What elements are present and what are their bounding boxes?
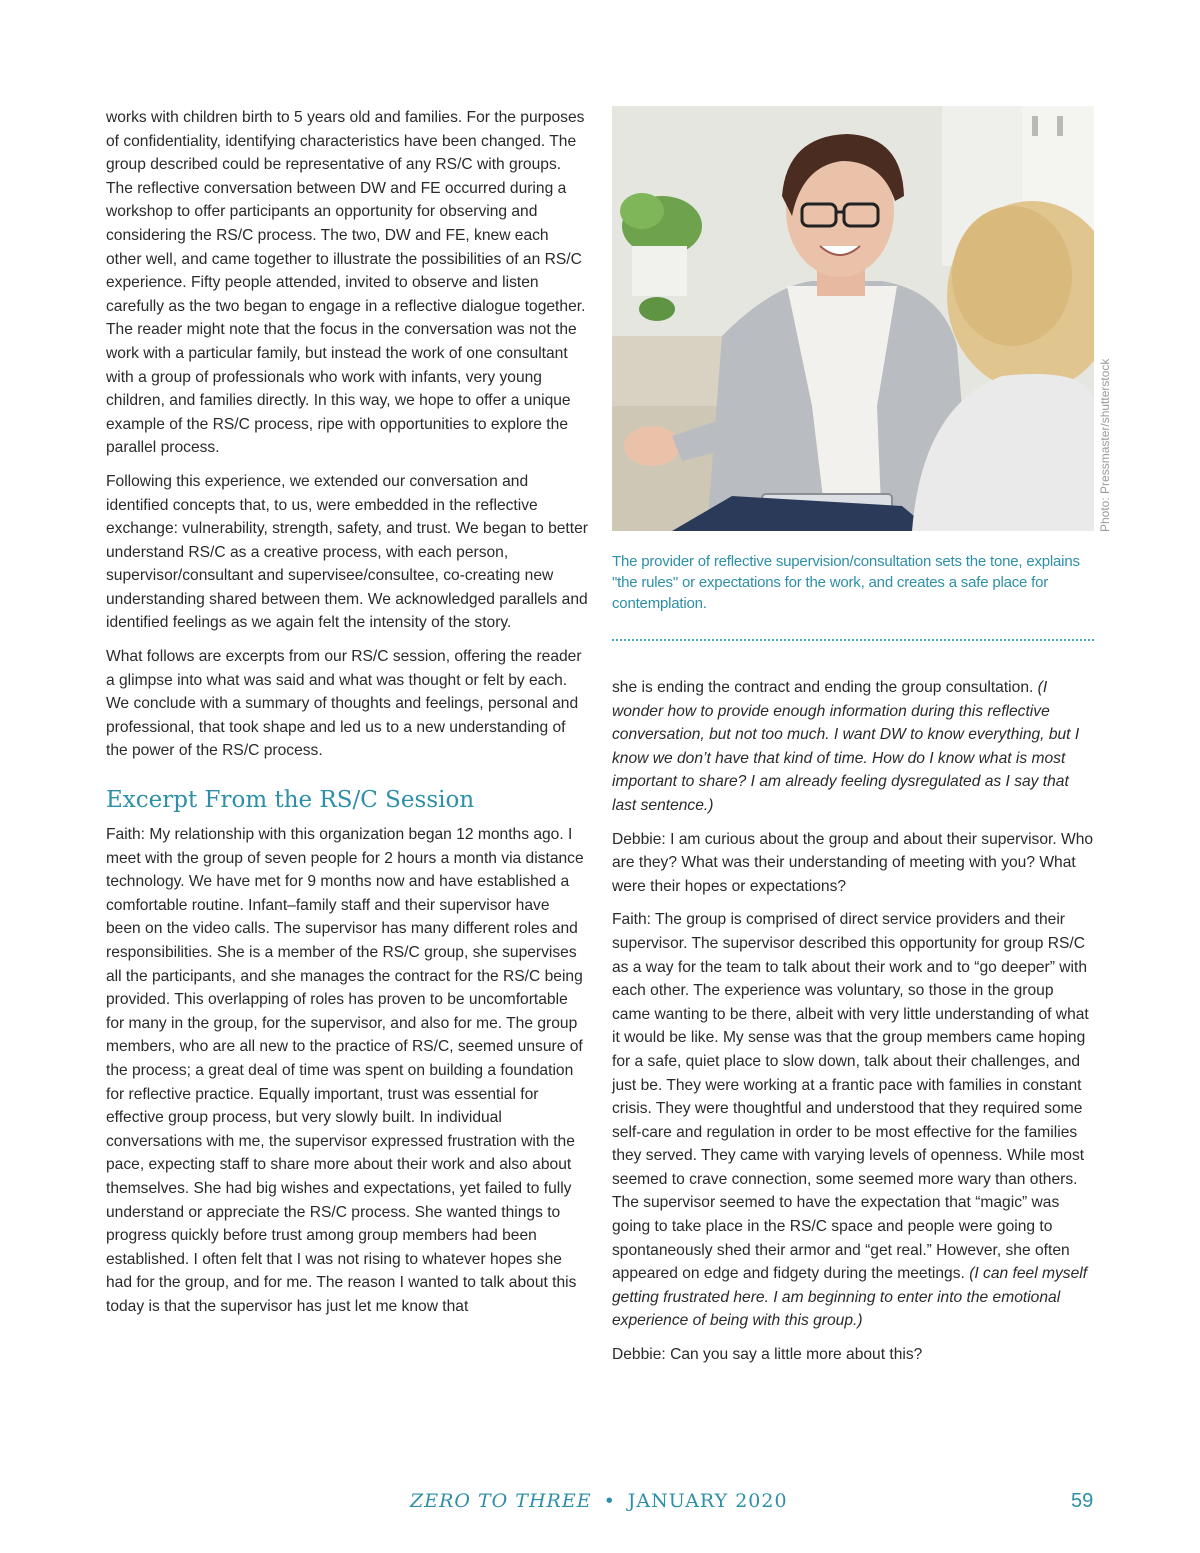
body-paragraph: Debbie: Can you say a little more about this? — [612, 1346, 923, 1364]
body-paragraph: works with children birth to 5 years old and families. For the purposes of confidentiality, identifying characteristics have been changed. The group described could be representative of any RS/C with groups. The reflective conversation between DW and FE occurred during a workshop to offer participants an opportunity for observing and considering the RS/C process. The two, DW and FE, knew each other well, and came together to illustrate the possibilities of an RS/C experience. Fifty people attended, invited to observe and listen carefully as the two began to engage in a reflective dialogue together. The reader might note that the focus in the conversation was not the work with a particular family, but instead the work of one consultant with a group of professionals who work with infants, very young children, and families directly. In this way, we hope to offer a unique example of the RS/C process, ripe with opportunities to explore the parallel process. — [106, 109, 586, 457]
right-column — [612, 676, 1094, 1377]
page-number: 59 — [1071, 1490, 1094, 1512]
italic-thought: (I wonder how to provide enough information during this reflective conversation, but not too much. I want DW to know everything, but I know we don’t have that kind of time. How do I know what is most important to share? I am already feeling dysregulated as I say that last sentence.) — [612, 679, 1080, 814]
footer-bullet: • — [603, 1490, 616, 1512]
left-column — [106, 106, 588, 1329]
article-photo — [612, 106, 1094, 531]
photo-illustration — [612, 106, 1094, 531]
body-paragraph: Debbie: I am curious about the group and about their supervisor. Who are they? What was their understanding of meeting with you? What were their hopes or expectations? — [612, 830, 1094, 895]
body-paragraph: Faith: My relationship with this organization began 12 months ago. I meet with the group of seven people for 2 hours a month via distance technology. We have met for 9 months now and have established a comfortable routine. Infant–family staff and their supervisor have been on the video calls. The supervisor has many different roles and responsibilities. She is a member of the RS/C group, she supervises all the participants, and she manages the contract for the RS/C being provided. This overlapping of roles has proven to be uncomfortable for many in the group, for the supervisor, and also for me. The group members, who are all new to the practice of RS/C, seemed unsure of the process; a great deal of time was spent on building a foundation for reflective practice. Equally important, trust was essential for effective group process, but very slowly built. In individual conversations with me, the supervisor expressed frustration with the pace, expecting staff to share more about their work and also about themselves. She had big wishes and expectations, yet failed to fully understand or appreciate the RS/C process. She wanted things to progress quickly before trust among group members had been established. I often felt that I was not rising to whatever hopes she had for the group, and for me. The reason I wanted to talk about this today is that the supervisor has just let me know that — [106, 826, 584, 1315]
body-paragraph — [612, 908, 1094, 1333]
dotted-divider — [612, 639, 1094, 641]
italic-thought: (I can feel myself getting frustrated here. I am beginning to enter into the emotional experience of being with this group.) — [612, 1265, 1088, 1330]
paragraph-text: Faith: The group is comprised of direct service providers and their supervisor. The supervisor described this opportunity for group RS/C as a way for the team to talk about their work and to “go deeper” with each other. The experience was voluntary, so those in the group came wanting to be there, albeit with very little understanding of what it would be like. My sense was that the group members came hoping for a safe, quiet place to slow down, talk about their challenges, and just be. They were working at a frantic pace with families in constant crisis. They were thoughtful and understood that they required some self-care and regulation in order to be most effective for the families they served. They came with varying levels of openness. While most seemed to crave connection, some seemed more wary than others. The supervisor seemed to have the expectation that “magic” was going to take place in the RS/C space and people were going to spontaneously shed their armor and “get real.” However, she often appeared on edge and fidgety during the meetings. — [612, 911, 1089, 1283]
body-paragraph: What follows are excerpts from our RS/C session, offering the reader a glimpse into what was said and what was thought or felt by each. We conclude with a summary of thoughts and feelings, personal and professional, that took shape and led us to a new understanding of the power of the RS/C process. — [106, 648, 582, 760]
photo-caption: The provider of reflective supervision/consultation sets the tone, explains "the rules" or expectations for the work, and creates a safe place for contemplation. — [612, 553, 1080, 612]
paragraph-text: she is ending the contract and ending the group consultation. — [612, 679, 1038, 696]
footer-publication — [410, 1490, 788, 1512]
body-paragraph — [612, 676, 1094, 818]
section-heading: Excerpt From the RS/C Session — [106, 787, 475, 814]
issue-date: JANUARY 2020 — [627, 1490, 788, 1512]
page-footer — [0, 1490, 1200, 1520]
photo-credit: Photo: Pressmaster/shutterstock — [1098, 358, 1112, 532]
body-paragraph: Following this experience, we extended our conversation and identified concepts that, to us, were embedded in the reflective exchange: vulnerability, strength, safety, and trust. We began to better understand RS/C as a creative process, with each person, supervisor/consultant and supervisee/consultee, co-creating new understanding shared between them. We acknowledged parallels and identified feelings as we again felt the intensity of the story. — [106, 472, 588, 632]
magazine-name: ZERO TO THREE — [410, 1490, 592, 1512]
